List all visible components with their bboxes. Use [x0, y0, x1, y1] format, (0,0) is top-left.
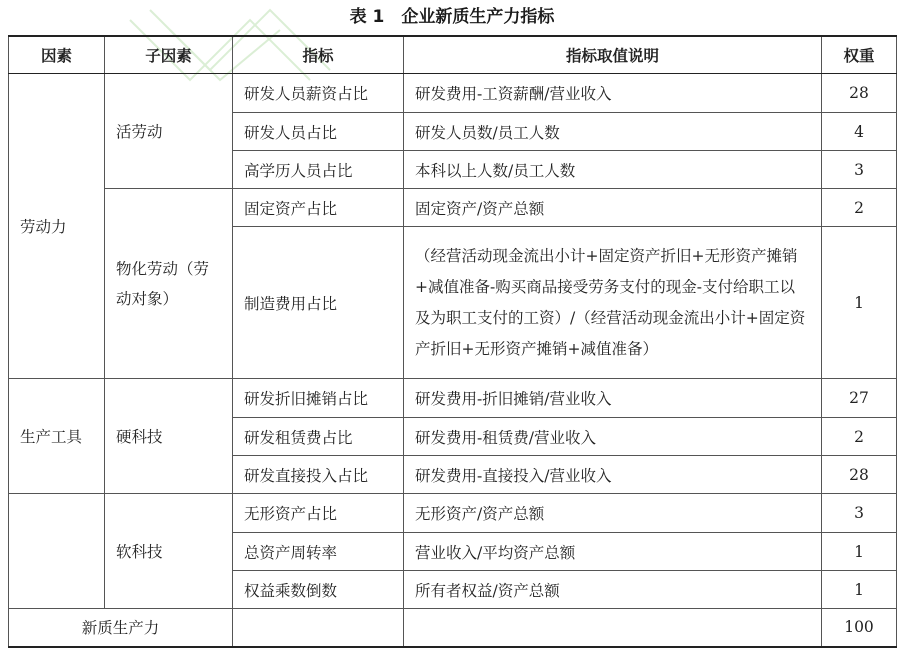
- indicator-cell: 高学历人员占比: [233, 151, 404, 189]
- indicator-cell: 权益乘数倒数: [233, 571, 404, 609]
- total-indicator-empty: [233, 609, 404, 647]
- description-cell: 研发费用-折旧摊销/营业收入: [404, 379, 822, 418]
- description-cell: （经营活动现金流出小计+固定资产折旧+无形资产摊销+减值准备-购买商品接受劳务支付的现金-支付给职工以及为职工支付的工资）/（经营活动现金流出小计+固定资产折旧+无形资产摊销+减值准备）: [404, 227, 822, 379]
- subfactor-soft-tech: 软科技: [105, 494, 233, 609]
- indicator-cell: 研发折旧摊销占比: [233, 379, 404, 418]
- header-description: 指标取值说明: [404, 36, 822, 74]
- total-description-empty: [404, 609, 822, 647]
- subfactor-hard-tech: 硬科技: [105, 379, 233, 494]
- weight-cell: 28: [822, 74, 897, 113]
- description-cell: 所有者权益/资产总额: [404, 571, 822, 609]
- description-cell: 本科以上人数/员工人数: [404, 151, 822, 189]
- weight-cell: 28: [822, 456, 897, 494]
- total-label: 新质生产力: [9, 609, 233, 647]
- factor-tools: 生产工具: [9, 379, 105, 494]
- header-indicator: 指标: [233, 36, 404, 74]
- subfactor-live-labor: 活劳动: [105, 74, 233, 189]
- indicator-cell: 制造费用占比: [233, 227, 404, 379]
- weight-cell: 4: [822, 113, 897, 151]
- description-cell: 固定资产/资产总额: [404, 189, 822, 227]
- subfactor-materialized-labor: 物化劳动（劳动对象）: [105, 189, 233, 379]
- table-row: [9, 494, 897, 533]
- description-cell: 研发人员数/员工人数: [404, 113, 822, 151]
- description-cell: 研发费用-直接投入/营业收入: [404, 456, 822, 494]
- table-row: [9, 189, 897, 227]
- header-row: [9, 36, 897, 74]
- indicator-table: [8, 35, 897, 648]
- indicator-cell: 研发人员占比: [233, 113, 404, 151]
- factor-labor: 劳动力: [9, 74, 105, 379]
- weight-cell: 2: [822, 418, 897, 456]
- table-title: 表 1 企业新质生产力指标: [349, 7, 555, 27]
- weight-cell: 3: [822, 494, 897, 533]
- weight-cell: 1: [822, 533, 897, 571]
- table-row: [9, 74, 897, 113]
- indicator-cell: 总资产周转率: [233, 533, 404, 571]
- weight-cell: 2: [822, 189, 897, 227]
- header-subfactor: 子因素: [105, 36, 233, 74]
- description-cell: 无形资产/资产总额: [404, 494, 822, 533]
- table-row: [9, 379, 897, 418]
- weight-cell: 3: [822, 151, 897, 189]
- weight-cell: 27: [822, 379, 897, 418]
- total-weight: 100: [822, 609, 897, 647]
- indicator-cell: 研发直接投入占比: [233, 456, 404, 494]
- indicator-cell: 研发人员薪资占比: [233, 74, 404, 113]
- description-cell: 营业收入/平均资产总额: [404, 533, 822, 571]
- header-weight: 权重: [822, 36, 897, 74]
- weight-cell: 1: [822, 227, 897, 379]
- description-cell: 研发费用-工资薪酬/营业收入: [404, 74, 822, 113]
- description-cell: 研发费用-租赁费/营业收入: [404, 418, 822, 456]
- factor-tools-empty: [9, 494, 105, 609]
- indicator-cell: 研发租赁费占比: [233, 418, 404, 456]
- header-factor: 因素: [9, 36, 105, 74]
- weight-cell: 1: [822, 571, 897, 609]
- total-row: [9, 609, 897, 647]
- indicator-cell: 无形资产占比: [233, 494, 404, 533]
- indicator-cell: 固定资产占比: [233, 189, 404, 227]
